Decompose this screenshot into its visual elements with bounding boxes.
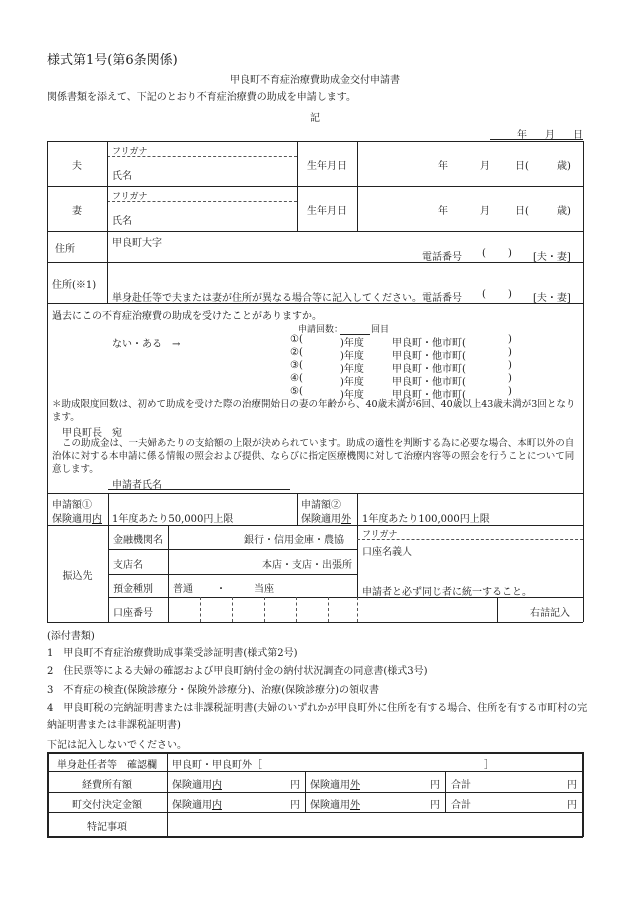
history-question: 過去にこの不育症治療費の助成を受けたことがありますか。 — [52, 311, 322, 322]
ki-label: 記 — [310, 113, 320, 124]
history-row-close: ) — [508, 360, 512, 371]
office-cost-total-yen: 円 — [567, 780, 577, 791]
bank-type-label: 預金種別 — [113, 584, 153, 595]
bank-type-normal: 普通 — [173, 584, 193, 595]
history-row-num: ⑤( — [290, 386, 303, 397]
address-phone-close: ) — [508, 248, 512, 259]
husband-month: 月 — [480, 161, 490, 172]
office-cost-out: 保険適用外 — [310, 780, 360, 791]
bank-holder-note: 申請者と必ず同じ者に統一すること。 — [362, 587, 532, 598]
husband-dob-label: 生年月日 — [307, 161, 347, 172]
address2-spouse: [夫・妻] — [533, 293, 571, 304]
bank-label: 振込先 — [62, 571, 93, 582]
address2-phone-open: ( — [482, 289, 486, 300]
consent-text: この助成金は、一夫婦あたりの支給額の上限が決められています。助成の適性を判断する為に必要な場合、本町以外の自治体に対する本申請に係る情報の照会および提供、ならびに指定医療機関に対して治療内容等の照会を行うことについて同意します。 — [52, 438, 575, 475]
husband-age: 歳) — [557, 161, 571, 172]
address-phone-label: 電話番号 — [422, 252, 462, 263]
wife-label: 妻 — [72, 206, 82, 217]
office-special-label: 特記事項 — [87, 822, 127, 833]
history-row-num: ①( — [290, 334, 303, 345]
history-row-year: )年度 — [340, 351, 364, 362]
address2-phone-label: 電話番号 — [422, 293, 462, 304]
husband-label: 夫 — [72, 161, 82, 172]
bank-fin-value: 銀行・信用金庫・農協 — [244, 535, 344, 546]
apply2-line2: 保険適用外 — [301, 514, 351, 525]
address-prefix: 甲良町大字 — [112, 238, 162, 249]
wife-age: 歳) — [557, 206, 571, 217]
history-count-unit: 回目 — [371, 325, 390, 335]
address-label: 住所 — [55, 244, 75, 255]
address-phone-open: ( — [482, 248, 486, 259]
wife-month: 月 — [480, 206, 490, 217]
office-cost-total: 合計 — [451, 780, 471, 791]
office-decided-label: 町交付決定金額 — [72, 800, 142, 811]
date-underline — [490, 139, 583, 140]
apply1-line1: 申請額① — [52, 500, 92, 511]
history-row-town: 甲良町・他市町( — [392, 390, 466, 401]
history-row-close: ) — [508, 386, 512, 397]
office-decided-in: 保険適用内 — [172, 800, 222, 811]
bank-fin-label: 金融機関名 — [113, 535, 163, 546]
address2-phone-close: ) — [508, 289, 512, 300]
history-row-num: ④( — [290, 373, 303, 384]
address2-note: 単身赴任等で夫または妻が住所が異なる場合等に記入してください。 — [112, 293, 422, 304]
history-row-close: ) — [508, 334, 512, 345]
history-row-year: )年度 — [340, 377, 364, 388]
intro-text: 関係書類を添えて、下記のとおり不育症治療費の助成を申請します。 — [47, 92, 356, 103]
wife-name-label: 氏名 — [112, 216, 132, 227]
wife-day: 日( — [515, 206, 529, 217]
history-row-num: ③( — [290, 360, 303, 371]
office-confirm-label: 単身赴任者等 確認欄 — [57, 760, 157, 771]
husband-name-label: 氏名 — [112, 171, 132, 182]
history-row-year: )年度 — [340, 364, 364, 375]
history-row-year: )年度 — [340, 338, 364, 349]
history-row-town: 甲良町・他市町( — [392, 364, 466, 375]
office-confirm-close: ］ — [484, 760, 494, 771]
bank-type-current: 当座 — [254, 584, 274, 595]
limit-note: ＊助成限度回数は、初めて助成を受けた際の治療開始日の妻の年齢から、40歳未満が6回、40歳以上43歳未満が3回となります。 — [52, 399, 576, 423]
history-row-town: 甲良町・他市町( — [392, 338, 466, 349]
apply1-line2: 保険適用内 — [52, 514, 102, 525]
history-row-num: ②( — [290, 347, 303, 358]
history-row-town: 甲良町・他市町( — [392, 351, 466, 362]
office-note: 下記は記入しないでください。 — [47, 740, 187, 751]
office-decided-total: 合計 — [451, 800, 471, 811]
husband-day: 日( — [515, 161, 529, 172]
applicant-name-label: 申請者氏名 — [112, 480, 162, 491]
husband-furigana-label: フリガナ — [112, 147, 148, 157]
date-day: 日 — [573, 130, 583, 141]
attachment-item: 納証明書または非課税証明書) — [47, 720, 181, 731]
attachment-item: 3 不育症の検査(保険診療分・保険外診療分)、治療(保険診療分)の領収書 — [47, 685, 379, 696]
wife-year: 年 — [438, 206, 448, 217]
wife-dob-label: 生年月日 — [307, 206, 347, 217]
page-title: 甲良町不育症治療費助成金交付申請書 — [230, 75, 400, 86]
attachments-heading: (添付書類) — [47, 631, 95, 642]
office-decided-out-yen: 円 — [430, 800, 440, 811]
husband-year: 年 — [438, 161, 448, 172]
office-confirm-value: 甲良町・甲良町外［ — [172, 760, 262, 771]
office-cost-out-yen: 円 — [430, 780, 440, 791]
bank-branch-label: 支店名 — [113, 560, 143, 571]
apply1-limit: 1年度あたり50,000円上限 — [112, 514, 234, 525]
history-row-year: )年度 — [340, 390, 364, 401]
address-spouse: [夫・妻] — [533, 252, 571, 263]
bank-branch-value: 本店・支店・出張所 — [262, 560, 352, 571]
wife-furigana-label: フリガナ — [112, 192, 148, 202]
bank-furigana-label: フリガナ — [362, 530, 398, 540]
apply2-limit: 1年度あたり100,000円上限 — [362, 514, 490, 525]
history-row-close: ) — [508, 373, 512, 384]
date-year: 年 — [517, 130, 527, 141]
office-decided-in-yen: 円 — [290, 800, 300, 811]
history-answer: ない・ある → — [112, 339, 181, 350]
attachment-item: 4 甲良町税の完納証明書または非課税証明書(夫婦のいずれかが甲良町外に住所を有する場合、住所を有する市町村の完 — [47, 703, 588, 714]
address2-label: 住所(※1) — [52, 280, 97, 291]
office-cost-in: 保険適用内 — [172, 780, 222, 791]
bank-type-dot: ・ — [216, 584, 226, 595]
office-cost-label: 経費所有額 — [82, 780, 132, 791]
bank-holder-label: 口座名義人 — [362, 547, 412, 558]
history-count-label: 申請回数： — [298, 325, 344, 335]
addressee: 甲良町長 宛 — [62, 428, 122, 439]
office-decided-total-yen: 円 — [567, 800, 577, 811]
bank-account-label: 口座番号 — [113, 608, 153, 619]
attachment-item: 2 住民票等による夫婦の確認および甲良町納付金の納付状況調査の同意書(様式3号) — [47, 666, 428, 677]
attachment-item: 1 甲良町不育症治療費助成事業受診証明書(様式第2号) — [47, 648, 298, 659]
office-decided-out: 保険適用外 — [310, 800, 360, 811]
apply2-line1: 申請額② — [301, 500, 341, 511]
history-row-town: 甲良町・他市町( — [392, 377, 466, 388]
history-row-close: ) — [508, 347, 512, 358]
date-month: 月 — [545, 130, 555, 141]
applicant-name-line — [108, 489, 290, 490]
form-number: 様式第1号(第6条関係) — [47, 53, 178, 68]
bank-right-note: 右詰記入 — [530, 608, 570, 619]
office-cost-in-yen: 円 — [290, 780, 300, 791]
